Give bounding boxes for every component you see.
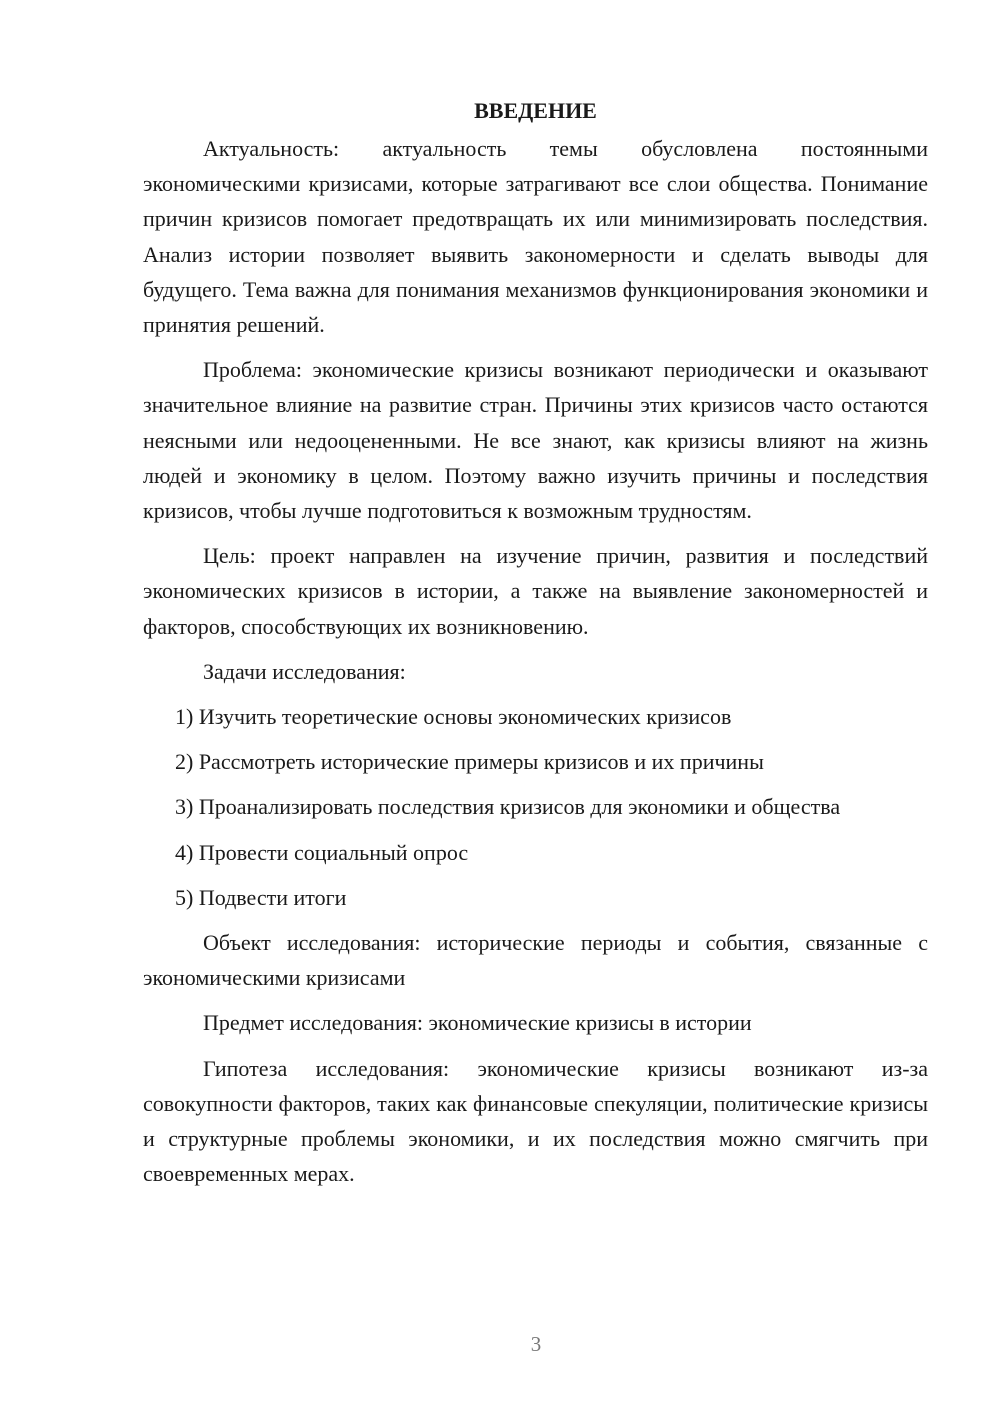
task-item-4: 4) Провести социальный опрос	[175, 839, 469, 865]
page-title: ВВЕДЕНИЕ	[474, 98, 597, 123]
hypothesis-paragraph: Гипотеза исследования: экономические кризисы возникают из-за совокупности факторов, таких как финансовые спекуляции, политические кризисы и структурные проблемы экономики, и их последствия можно смягчить при своевременных мерах.	[143, 1055, 928, 1187]
goal-paragraph: Цель: проект направлен на изучение причин, развития и последствий экономических кризисов в истории, а также на выявление закономерностей и факторов, способствующих их возникновению.	[143, 543, 928, 639]
object-paragraph: Объект исследования: исторические периоды и события, связанные с экономическими кризисами	[143, 930, 928, 991]
tasks-heading: Задачи исследования:	[203, 658, 406, 684]
page-content	[143, 93, 928, 1201]
task-item-1: 1) Изучить теоретические основы экономических кризисов	[175, 704, 732, 730]
page-number: 3	[530, 1332, 542, 1356]
subject-paragraph: Предмет исследования: экономические кризисы в истории	[203, 1010, 752, 1036]
task-item-3: 3) Проанализировать последствия кризисов для экономики и общества	[175, 794, 841, 820]
task-item-2: 2) Рассмотреть исторические примеры кризисов и их причины	[175, 749, 764, 775]
relevance-paragraph: Актуальность: актуальность темы обусловлена постоянными экономическими кризисами, которые затрагивают все слои общества. Понимание причин кризисов помогает предотвращать их или минимизировать последствия. Анализ истории позволяет выявить закономерности и сделать выводы для будущего. Тема важна для понимания механизмов функционирования экономики и принятия решений.	[143, 136, 928, 338]
task-item-5: 5) Подвести итоги	[175, 884, 347, 910]
problem-paragraph: Проблема: экономические кризисы возникают периодически и оказывают значительное влияние на развитие стран. Причины этих кризисов часто остаются неясными или недооцененными. Не все знают, как кризисы влияют на жизнь людей и экономику в целом. Поэтому важно изучить причины и последствия кризисов, чтобы лучше подготовиться к возможным трудностям.	[143, 357, 928, 524]
